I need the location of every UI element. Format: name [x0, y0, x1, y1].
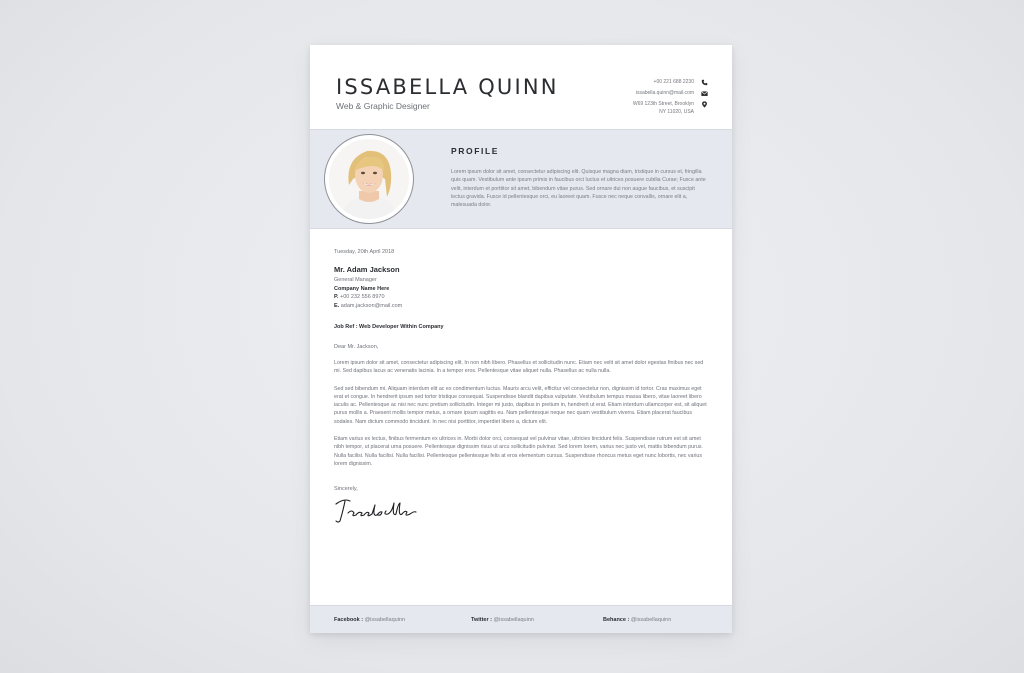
profile-photo [329, 139, 409, 219]
salutation: Dear Mr. Jackson, [334, 344, 379, 350]
applicant-name: ISSABELLA QUINN [336, 75, 559, 99]
contact-address-row [633, 100, 708, 116]
cover-letter-body [334, 249, 709, 530]
contact-address-line1: W69 123th Street, Brooklyn [632, 101, 694, 107]
recipient-phone-line [334, 293, 709, 302]
contact-phone-row [633, 78, 708, 86]
recipient-title: General Manager [334, 277, 377, 283]
portrait-illustration [329, 139, 409, 219]
facebook-handle: @issabellaquinn [364, 617, 406, 623]
contact-phone: +00 221 688 2230 [653, 79, 694, 85]
contact-email-row [633, 89, 708, 97]
contact-address-line2: NY 11020, USA [659, 109, 694, 115]
letter-date: Tuesday, 20th April 2018 [334, 249, 395, 255]
recipient-email: adam.jackson@mail.com [340, 302, 403, 309]
phone-icon [701, 79, 708, 86]
job-reference: Job Ref : Web Developer Within Company [334, 324, 444, 330]
recipient-email-line [334, 302, 709, 311]
resume-cover-letter-page [310, 45, 732, 633]
recipient-name: Mr. Adam Jackson [334, 265, 400, 274]
letter-paragraph: Lorem ipsum dolor sit amet, consectetur adipiscing elit. In non nibh libero. Phasellus et sollicitudin nunc. Etiam nec velit sit amet dolor egestas finibus nec sed mi. Sed dapibus lacus ac venenatis lacinia. In a tempor eros. Pellentesque vitae aliquet nulla. Phasellus ac nulla nulla. [334, 360, 704, 375]
closing: Sincerely, [334, 486, 358, 493]
applicant-role: Web & Graphic Designer [336, 101, 430, 111]
behance-handle: @issabellaquinn [630, 617, 672, 623]
profile-heading: PROFILE [451, 146, 500, 156]
social-footer [310, 605, 732, 633]
facebook-label: Facebook : [334, 617, 364, 623]
footer-behance [603, 617, 671, 623]
contact-address [633, 100, 694, 116]
contact-email: issabella.quinn@mail.com [635, 90, 694, 96]
twitter-handle: @issabellaquinn [493, 617, 534, 623]
letter-paragraph: Etiam varius ex lectus, finibus fermentum ex ultrices in. Morbi dolor orci, consequat vel pulvinar vitae, ultricies tincidunt felis. Suspendisse rutrum est sit amet nibh tempor, ut placerat urna posuere. Pellentesque dignissim risus ut arcu sollicitudin pulvinar. Sed lorem lorem, varius nec justo vel, mattis bibendum purus. Nulla facilisi. Nulla facilisi. Nulla facilisi. Pellentesque pellentesque felis at eros elementum cursus. Suspendisse rhoncus metus eget nunc lobortis, nec varius lorem dignissim. [334, 436, 703, 467]
location-pin-icon [701, 101, 708, 108]
twitter-label: Twitter : [471, 617, 492, 623]
letter-paragraph: Sed sed bibendum mi. Aliquam interdum elit ac ex condimentum luctus. Mauris arcu velit, efficitur vel consectetur non, dignissim id tortor. Cras maximus eget erat et congue. In hendrerit ipsum sed tortor tristique consequat. Suspendisse blandit dapibus vulputate. Vestibulum tempus massa libero, vitae laoreet libero iaculis ac. Pellentesque ac nisi nec nunc pretium sollicitudin. Integer mi justo, dapibus in pretium in, hendrerit ut erat. Etiam interdum ullamcorper est, sit aliquet purus mollis a. Praesent mollis tempor metus, a ornare ipsum sagittis eu. Nam pellentesque neque nec quam vestibulum viverra. Etiam placerat faucibus sodales. Nam dictum commodo tincidunt. In nec nisi porttitor, imperdiet libero a, dictum elit. [334, 385, 707, 425]
profile-photo-frame [324, 134, 414, 224]
behance-label: Behance : [603, 617, 630, 623]
recipient-phone-label: P. [334, 294, 339, 300]
handwritten-signature [334, 495, 424, 525]
footer-facebook [334, 617, 405, 623]
recipient-company: Company Name Here [334, 285, 390, 292]
recipient-email-label: E. [334, 302, 340, 309]
profile-band [310, 129, 732, 229]
recipient-phone: +00 232 556 8970 [340, 294, 385, 300]
footer-twitter [471, 617, 534, 623]
mail-icon [701, 90, 708, 97]
profile-summary: Lorem ipsum dolor sit amet, consectetur adipiscing elit. Quisque magna diam, tristique in cursus et, fringilla quis quam. Vestibulum ante ipsum primis in faucibus orci luctus et ultrices posuere cubilia Curae; Fusce ante velit, interdum et porttitor sit amet, bibendum vitae purus. Sed ornare dui non augue faucibus, et suscipit lectus gravida. Fusce id pellentesque orci, eu laoreet quam. Fusce nec neque convallis, ornare elit a, malesuada dolor. [451, 169, 706, 209]
contact-block [633, 78, 708, 119]
